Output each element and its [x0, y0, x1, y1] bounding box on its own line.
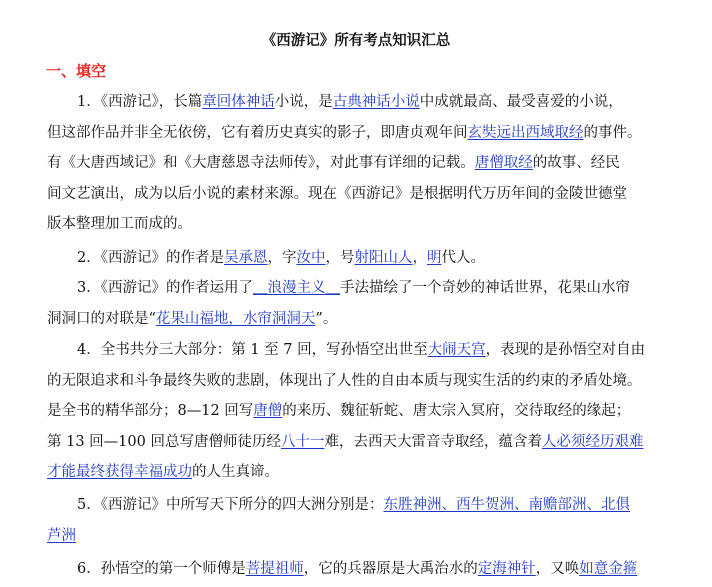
paragraph-4 — [47, 335, 691, 488]
paragraph-6 — [47, 554, 691, 585]
text-run: 的来历、魏征斩蛇、唐太宗入冥府，交待取经的缘起； — [282, 403, 631, 419]
paragraph-line — [47, 457, 691, 488]
text-run: 的人生真谛。 — [192, 464, 279, 480]
answer-link[interactable]: 芦洲 — [47, 527, 76, 544]
paragraph-line — [47, 366, 691, 397]
answer-link[interactable]: 如意金箍 — [579, 561, 638, 577]
text-run: 第 13 回—100 回总写唐僧师徒历经 — [47, 433, 281, 450]
text-run: 有《大唐西域记》和《大唐慈恩寺法师传》，对此事有详细的记载。 — [47, 155, 475, 171]
paragraph-line — [47, 209, 691, 240]
section-heading: 一、填空 — [46, 62, 107, 80]
paragraph-line — [47, 118, 691, 149]
paragraph-line — [47, 273, 691, 304]
paragraph-3 — [47, 273, 691, 334]
paragraph-line — [47, 554, 691, 585]
text-run: 小说，是 — [274, 94, 333, 110]
answer-link[interactable]: 唐僧取经 — [474, 155, 533, 171]
text-run: 的故事、经民 — [532, 155, 620, 171]
text-run: ，号 — [325, 250, 355, 266]
paragraph-line — [47, 335, 691, 366]
paragraph-line — [47, 179, 691, 210]
answer-link[interactable]: 汝中 — [296, 250, 326, 266]
text-run: 洞洞口的对联是“ — [47, 310, 156, 327]
text-run: ，它的兵器原是大禹治水的 — [303, 561, 478, 577]
answer-link[interactable]: 章回体神话 — [202, 94, 275, 110]
paragraph-line — [47, 396, 691, 427]
text-run: 1．《西游记》，长篇 — [77, 94, 203, 110]
text-run: 难，去西天大雷音寺取经，蕴含着 — [324, 433, 542, 450]
text-run: ， — [412, 250, 427, 266]
paragraph-line — [47, 427, 691, 458]
answer-link[interactable]: 射阳山人 — [354, 250, 413, 266]
text-run: 是全书的精华部分；8—12 回写 — [47, 403, 254, 419]
text-run: 的事件。 — [583, 124, 642, 141]
text-run: 2．《西游记》的作者是 — [77, 250, 224, 266]
paragraph-line — [47, 243, 691, 274]
text-run: 手法描绘了一个奇妙的神话世界，花果山水帘 — [339, 280, 630, 296]
paragraph-2 — [47, 243, 691, 274]
answer-link[interactable]: 定海神针 — [477, 561, 536, 577]
answer-link[interactable]: 玄奘远出西域取经 — [467, 124, 584, 141]
text-run: 的无限追求和斗争最终失败的悲剧，体现出了人性的自由本质与现实生活的约束的矛盾处境。 — [47, 372, 642, 389]
answer-link[interactable]: 八十一 — [280, 433, 325, 450]
text-run: ”。 — [315, 310, 338, 327]
text-run: ，又唤 — [535, 561, 580, 577]
paragraph-line — [47, 490, 691, 521]
text-run: 版本整理加工而成的。 — [47, 216, 192, 232]
text-run: 间文艺演出，成为以后小说的素材来源。现在《西游记》是根据明代万历年间的金陵世德堂 — [47, 185, 627, 202]
answer-link[interactable]: 东胜神洲、西牛贺洲、南赡部洲、北俱 — [383, 497, 630, 513]
text-run: 代人。 — [441, 250, 485, 266]
answer-link[interactable]: 人必须经历艰难 — [541, 433, 644, 450]
paragraph-line — [47, 148, 691, 179]
answer-link[interactable]: 吴承恩 — [223, 250, 268, 266]
answer-link[interactable]: 明 — [426, 250, 442, 266]
paragraph-5 — [47, 490, 691, 551]
document-title: 《西游记》所有考点知识汇总 — [261, 33, 451, 49]
paragraph-line — [47, 87, 691, 118]
text-run: ，字 — [267, 250, 297, 266]
paragraph-1 — [47, 87, 691, 240]
text-run: 但这部作品并非全无依傍，它有着历史真实的影子，即唐贞观年间 — [47, 124, 468, 141]
answer-link[interactable]: 才能最终获得幸福成功 — [47, 464, 192, 480]
answer-link[interactable]: 花果山福地，水帘洞洞天 — [155, 310, 316, 327]
text-run: 4．全书共分三大部分：第 1 至 7 回，写孙悟空出世至 — [77, 342, 428, 358]
answer-link[interactable]: 大闹天宫 — [427, 342, 486, 358]
text-run: ，表现的是孙悟空对自由 — [485, 342, 646, 358]
answer-link[interactable]: ＿浪漫主义＿ — [252, 280, 340, 296]
answer-link[interactable]: 唐僧 — [253, 403, 283, 419]
text-run: 5．《西游记》中所写天下所分的四大洲分别是： — [77, 497, 384, 513]
answer-link[interactable]: 古典神话小说 — [332, 94, 420, 110]
paragraph-line — [47, 521, 691, 552]
text-run: 6．孙悟空的第一个师傅是 — [77, 561, 246, 577]
text-run: 3．《西游记》的作者运用了 — [77, 280, 253, 296]
answer-link[interactable]: 菩提祖师 — [245, 561, 304, 577]
paragraph-line — [47, 304, 691, 335]
text-run: 中成就最高、最受喜爱的小说， — [419, 94, 623, 110]
